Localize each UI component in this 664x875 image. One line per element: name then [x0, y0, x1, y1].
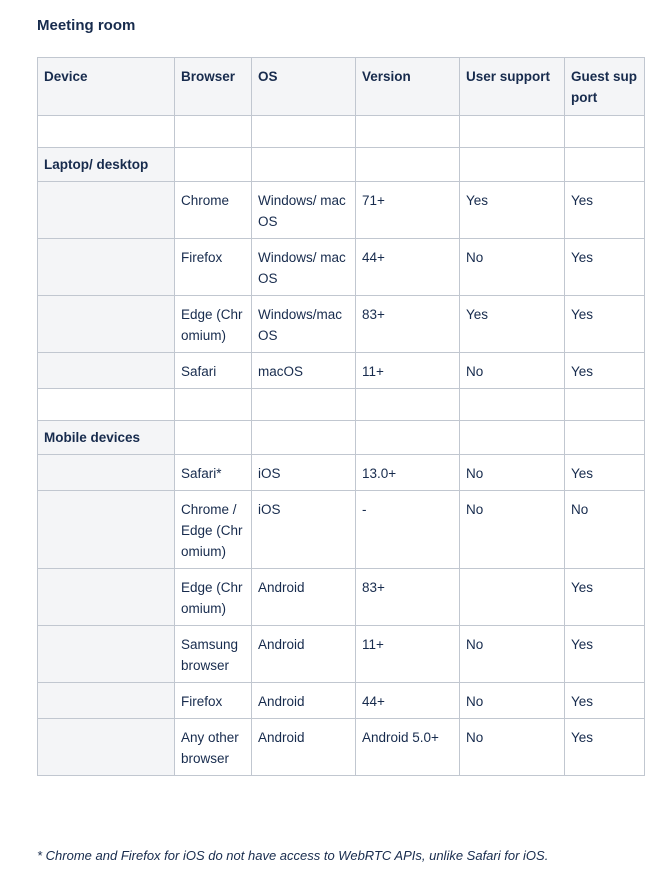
user-support-cell: No [460, 353, 565, 389]
table-cell [356, 116, 460, 148]
os-cell: Windows/ macOS [252, 182, 356, 239]
browser-cell: Any other browser [175, 719, 252, 776]
guest-support-cell: Yes [565, 239, 645, 296]
guest-support-cell: Yes [565, 353, 645, 389]
version-cell: 13.0+ [356, 455, 460, 491]
table-row [38, 353, 645, 389]
page-title: Meeting room [37, 17, 136, 34]
table-row [38, 569, 645, 626]
os-cell: Android [252, 719, 356, 776]
table-cell [565, 148, 645, 182]
device-cell [38, 182, 175, 239]
table-cell [252, 116, 356, 148]
table-cell [175, 389, 252, 421]
device-cell [38, 455, 175, 491]
guest-support-cell: Yes [565, 182, 645, 239]
device-cell [38, 239, 175, 296]
browser-cell: Edge (Chromium) [175, 296, 252, 353]
device-cell [38, 683, 175, 719]
guest-support-cell: Yes [565, 626, 645, 683]
header-os: OS [252, 58, 356, 116]
user-support-cell: No [460, 719, 565, 776]
browser-cell: Firefox [175, 239, 252, 296]
section-label: Laptop/ desktop [38, 148, 175, 182]
user-support-cell [460, 569, 565, 626]
browser-cell: Edge (Chromium) [175, 569, 252, 626]
device-cell [38, 491, 175, 569]
table-header-row [38, 58, 645, 116]
os-cell: Android [252, 626, 356, 683]
version-cell: 71+ [356, 182, 460, 239]
spacer-row [38, 116, 645, 148]
footnote: * Chrome and Firefox for iOS do not have access to WebRTC APIs, unlike Safari for iOS. [37, 848, 549, 863]
browser-cell: Firefox [175, 683, 252, 719]
table-cell [38, 389, 175, 421]
guest-support-cell: Yes [565, 296, 645, 353]
version-cell: 83+ [356, 569, 460, 626]
table-cell [252, 421, 356, 455]
device-cell [38, 353, 175, 389]
table-cell [460, 148, 565, 182]
user-support-cell: No [460, 491, 565, 569]
table-row [38, 239, 645, 296]
browser-cell: Chrome / Edge (Chromium) [175, 491, 252, 569]
table-row [38, 683, 645, 719]
device-cell [38, 296, 175, 353]
os-cell: macOS [252, 353, 356, 389]
device-cell [38, 569, 175, 626]
table-row [38, 455, 645, 491]
table-cell [460, 116, 565, 148]
version-cell: 11+ [356, 626, 460, 683]
table-cell [175, 421, 252, 455]
table-cell [356, 421, 460, 455]
device-cell [38, 626, 175, 683]
version-cell: 11+ [356, 353, 460, 389]
user-support-cell: No [460, 455, 565, 491]
section-row-mobile [38, 421, 645, 455]
header-version: Version [356, 58, 460, 116]
os-cell: Windows/ macOS [252, 239, 356, 296]
guest-support-cell: Yes [565, 455, 645, 491]
section-label: Mobile devices [38, 421, 175, 455]
os-cell: Windows/macOS [252, 296, 356, 353]
user-support-cell: Yes [460, 182, 565, 239]
version-cell: - [356, 491, 460, 569]
table-row [38, 626, 645, 683]
table-cell [565, 116, 645, 148]
guest-support-cell: No [565, 491, 645, 569]
header-browser: Browser [175, 58, 252, 116]
table-cell [175, 116, 252, 148]
guest-support-cell: Yes [565, 719, 645, 776]
user-support-cell: No [460, 626, 565, 683]
version-cell: 83+ [356, 296, 460, 353]
browser-cell: Chrome [175, 182, 252, 239]
os-cell: iOS [252, 455, 356, 491]
browser-support-table [37, 57, 645, 776]
version-cell: 44+ [356, 239, 460, 296]
table-row [38, 182, 645, 239]
user-support-cell: Yes [460, 296, 565, 353]
table-cell [565, 389, 645, 421]
header-user-support: User support [460, 58, 565, 116]
os-cell: Android [252, 569, 356, 626]
table-cell [252, 389, 356, 421]
browser-cell: Safari [175, 353, 252, 389]
table-cell [565, 421, 645, 455]
table-cell [460, 389, 565, 421]
browser-cell: Samsung browser [175, 626, 252, 683]
os-cell: Android [252, 683, 356, 719]
spacer-row [38, 389, 645, 421]
user-support-cell: No [460, 683, 565, 719]
table-cell [252, 148, 356, 182]
user-support-cell: No [460, 239, 565, 296]
version-cell: 44+ [356, 683, 460, 719]
guest-support-cell: Yes [565, 683, 645, 719]
table-cell [175, 148, 252, 182]
table-cell [460, 421, 565, 455]
header-guest-support: Guest support [565, 58, 645, 116]
table-cell [356, 148, 460, 182]
device-cell [38, 719, 175, 776]
table-row [38, 296, 645, 353]
table-row [38, 719, 645, 776]
table-cell [38, 116, 175, 148]
guest-support-cell: Yes [565, 569, 645, 626]
table-cell [356, 389, 460, 421]
header-device: Device [38, 58, 175, 116]
section-row-laptop [38, 148, 645, 182]
browser-cell: Safari* [175, 455, 252, 491]
os-cell: iOS [252, 491, 356, 569]
version-cell: Android 5.0+ [356, 719, 460, 776]
table-row [38, 491, 645, 569]
